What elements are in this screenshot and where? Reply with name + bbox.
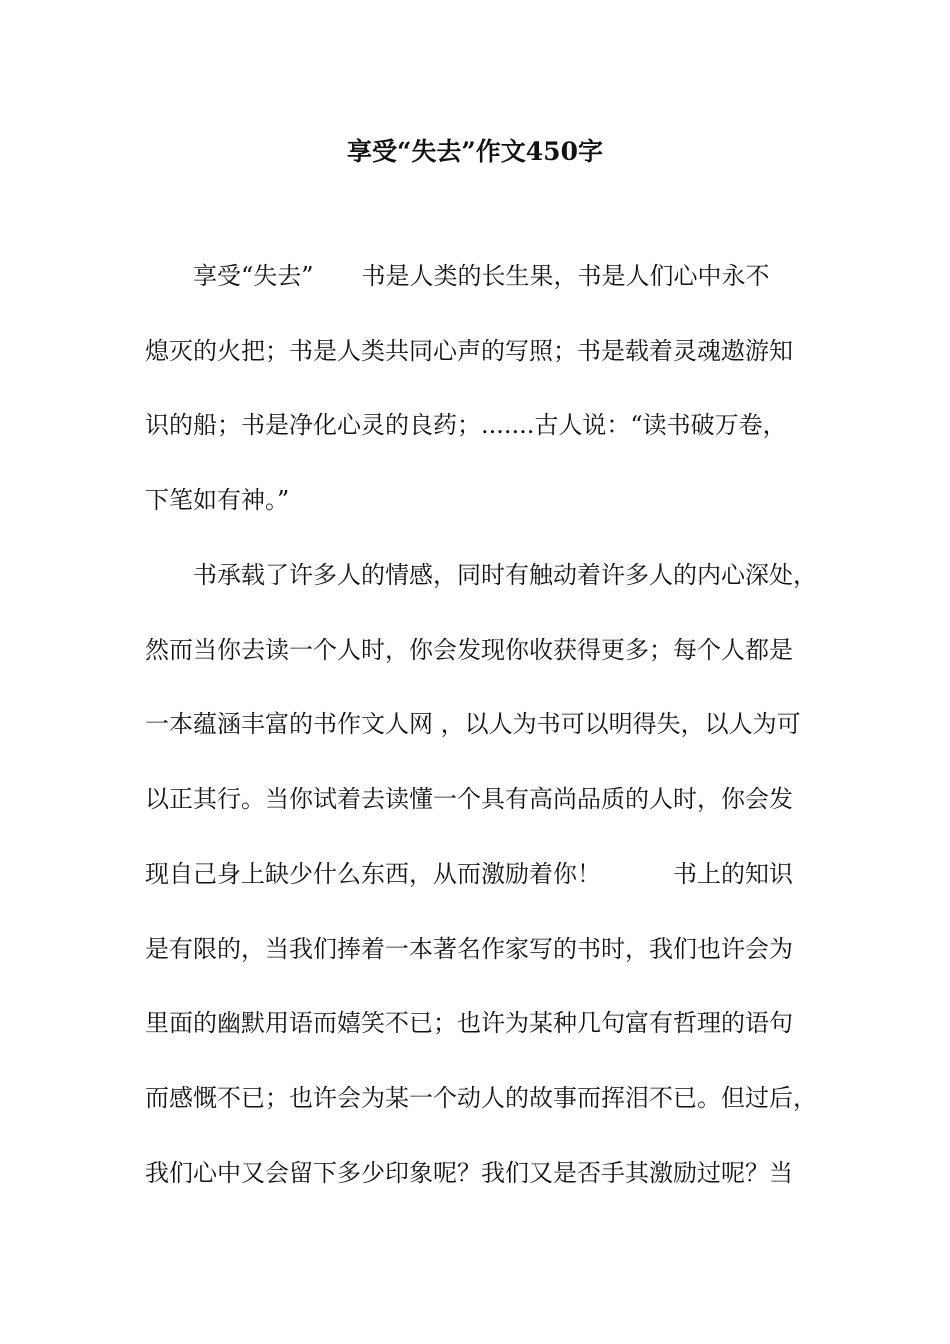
text-line-5: 书承载了许多人的情感，同时有触动着许多人的内心深处， [193, 561, 817, 589]
text-line-2: 熄灭的火把；书是人类共同心声的写照；书是载着灵魂遨游知 [145, 337, 793, 365]
text-line-8: 以正其行。当你试着去读懂一个具有高尚品质的人时，你会发 [145, 785, 793, 813]
text-line-13: 我们心中又会留下多少印象呢？我们又是否手其激励过呢？当 [145, 1159, 793, 1187]
text-line-9: 现自己身上缺少什么东西，从而激励着你！ 书上的知识 [145, 860, 793, 888]
text-line-7: 一本蕴涵丰富的书作文人网 ，以人为书可以明得失，以人为可 [145, 710, 801, 738]
text-line-6: 然而当你去读一个人时，你会发现你收获得更多；每个人都是 [145, 636, 793, 664]
text-line-12: 而感慨不已；也许会为某一个动人的故事而挥泪不已。但过后， [145, 1084, 817, 1112]
text-line-3: 识的船；书是净化心灵的良药；.......古人说：“读书破万卷， [145, 411, 787, 439]
text-line-11: 里面的幽默用语而嬉笑不已；也许为某种几句富有哲理的语句 [145, 1009, 793, 1037]
text-line-1: 享受“失去” 书是人类的长生果，书是人们心中永不 [193, 262, 770, 290]
document-title: 享受“失去”作文450字 [347, 137, 603, 166]
text-line-10: 是有限的，当我们捧着一本著名作家写的书时，我们也许会为 [145, 935, 793, 963]
text-line-4: 下笔如有神。” [145, 486, 290, 514]
